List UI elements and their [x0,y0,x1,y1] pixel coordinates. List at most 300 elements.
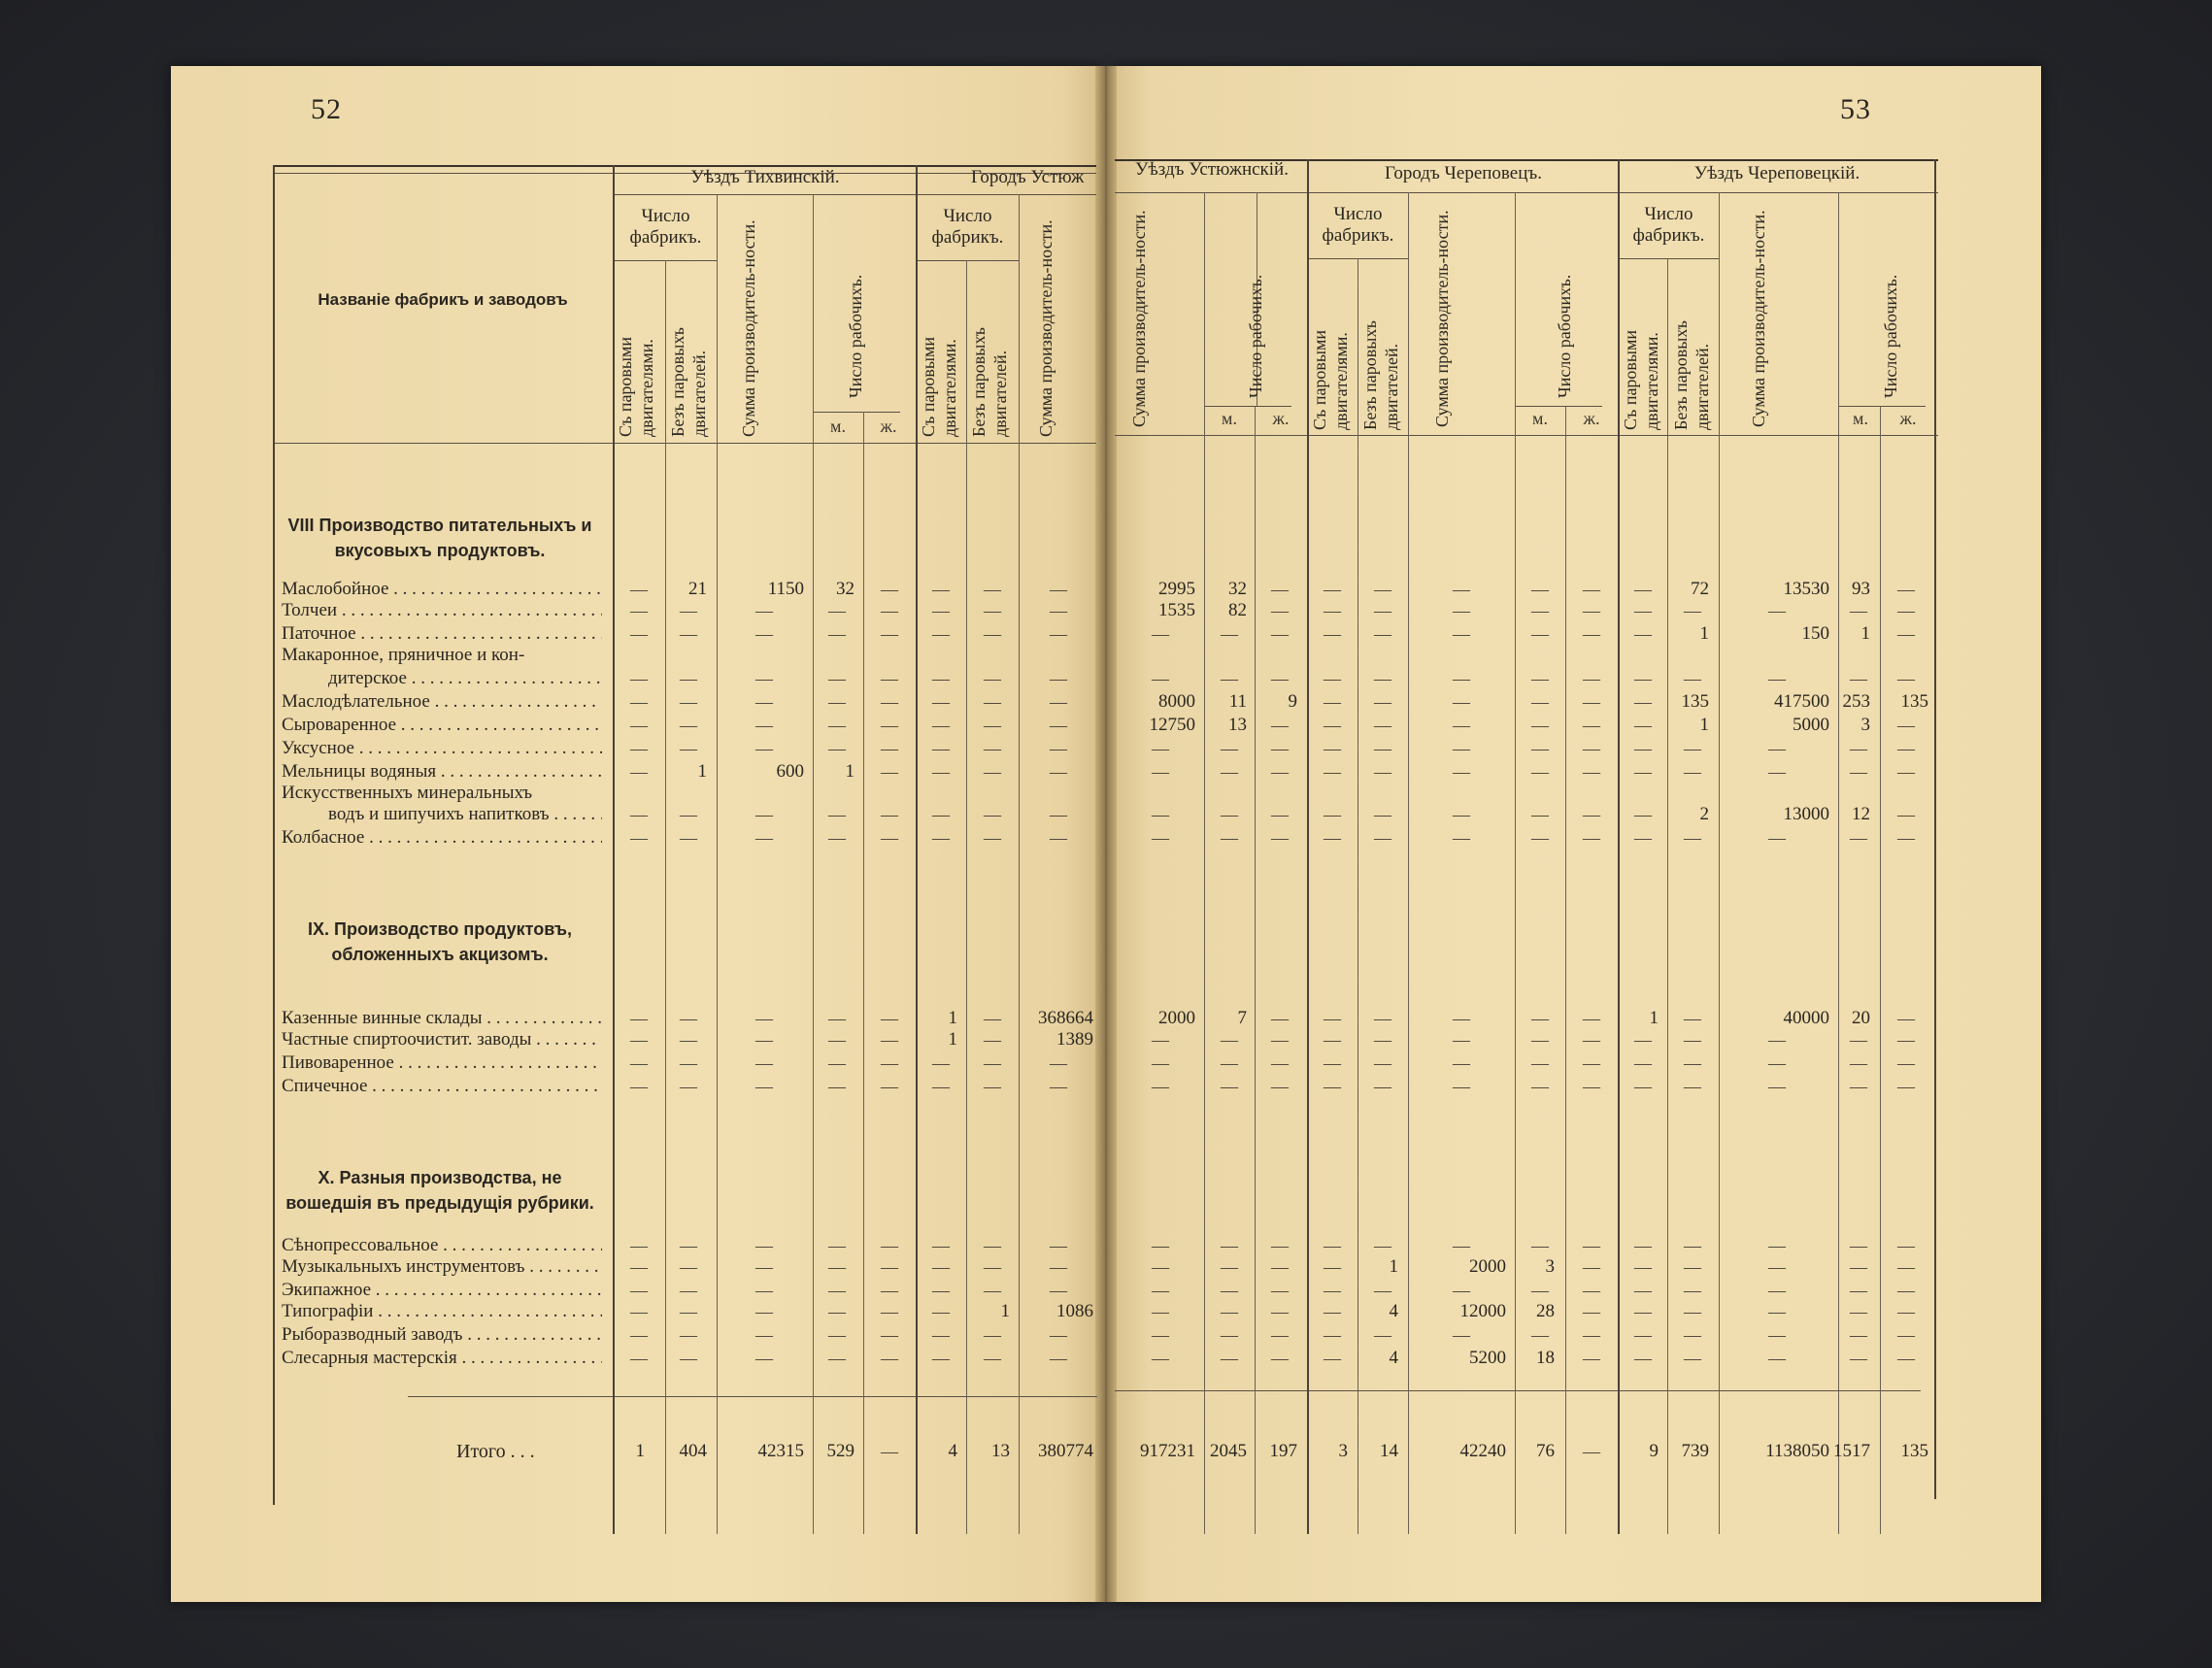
row-label: Маслодѣлательное . . . [282,691,602,713]
table-cell: — [680,1053,697,1073]
table-cell: — [1152,669,1169,688]
hdr-mz-line-3 [1515,406,1602,407]
table-cell: — [1152,1236,1169,1255]
table-cell: — [1152,624,1169,644]
table-cell: — [1850,1030,1867,1050]
table-cell: — [1453,828,1470,848]
table-cell: — [1374,580,1391,599]
row-label: Музыкальныхъ инструментовъ . . . [282,1256,602,1278]
table-cell: — [984,828,1001,848]
table-cell: — [1850,601,1867,620]
header-zh: ж. [1583,409,1600,428]
table-cell: — [1897,1236,1915,1255]
table-cell: — [1271,1349,1289,1368]
table-cell: — [1583,1236,1600,1255]
table-cell: — [828,1257,846,1277]
table-cell: — [630,1302,648,1321]
table-cell: — [1050,762,1067,782]
book-gutter [1095,66,1117,1602]
table-cell: 20 [1852,1008,1870,1028]
page-number-right: 53 [1840,93,1871,125]
table-cell: — [881,1009,898,1028]
table-cell: — [680,692,697,712]
hdr-mz-line-1 [813,412,900,413]
table-cell: — [680,805,697,824]
col-line [1255,406,1256,1534]
table-cell: — [1634,1257,1652,1277]
table-cell: — [1374,828,1391,848]
total-cell: — [881,1442,898,1461]
hdr-mz-line-4 [1838,406,1926,407]
total-label: Итого . . . [456,1441,535,1463]
hdr-sub-line-4 [1618,258,1720,259]
table-cell: — [755,1236,773,1255]
table-cell: — [1271,716,1289,735]
total-cell: 3 [1338,1441,1348,1461]
row-label: Спичечное . . . [282,1076,602,1097]
table-cell: — [984,716,1001,735]
table-cell: — [1531,739,1549,758]
table-cell: — [755,828,773,848]
table-cell: 93 [1852,579,1870,599]
group-header: Уѣздъ Тихвинскій. [690,167,840,187]
table-cell: — [1271,805,1289,824]
total-cell: 14 [1380,1441,1398,1461]
table-cell: — [1768,1349,1786,1368]
table-cell: — [1850,1302,1867,1321]
col-line [1515,192,1516,1534]
table-cell: — [828,805,846,824]
table-cell: 1086 [1056,1301,1093,1321]
table-cell: — [1850,828,1867,848]
table-cell: — [828,624,846,644]
row-label: Пивоваренное . . . [282,1052,602,1074]
row-label: Рыборазводный заводъ . . . [282,1324,602,1346]
vheader-nosteam: Безъ паровыхъ двигателей. [1360,320,1401,430]
table-cell: — [828,1349,846,1368]
table-cell: — [1850,1077,1867,1096]
table-cell: — [881,1053,898,1073]
table-cell: — [984,1349,1001,1368]
vheader-nosteam: Безъ паровыхъ двигателей. [668,327,709,437]
table-cell: — [1634,805,1652,824]
table-cell: — [881,692,898,712]
table-cell: — [1324,624,1341,644]
table-cell: 417500 [1774,691,1829,712]
table-cell: — [630,828,648,848]
vheader-steam: Съ паровыми двигателями. [616,336,656,437]
table-cell: 11 [1228,691,1247,712]
table-cell: — [1221,1302,1238,1321]
col-line [1408,192,1409,1534]
table-cell: — [1583,1325,1600,1345]
table-cell: 1 [948,1008,957,1028]
table-cell: — [1324,692,1341,712]
table-cell: — [755,739,773,758]
table-cell: — [1634,739,1652,758]
table-cell: — [932,601,950,620]
table-cell: — [1050,1257,1067,1277]
table-cell: 1 [845,761,855,782]
table-cell: — [1583,805,1600,824]
total-cell: 13 [991,1441,1010,1461]
table-cell: — [630,1053,648,1073]
table-cell: 32 [836,579,855,599]
table-cell: — [1684,1009,1701,1028]
table-cell: — [630,762,648,782]
table-cell: — [881,739,898,758]
total-cell: 42240 [1459,1441,1506,1461]
table-cell: 1 [1860,623,1870,644]
sub-header-factories: Число фабрикъ. [1632,204,1705,246]
table-cell: 1150 [767,579,804,599]
col-line [1838,192,1839,1534]
vheader-workers: Число рабочихъ. [1246,274,1265,398]
table-cell: 368664 [1038,1008,1093,1028]
table-cell: 13530 [1783,579,1829,599]
table-cell: 21 [688,579,707,599]
table-cell: — [1684,739,1701,758]
table-cell: — [1634,1236,1652,1255]
table-cell: — [1050,692,1067,712]
table-cell: — [1531,1281,1549,1300]
total-cell: 197 [1269,1441,1297,1461]
table-cell: — [755,1349,773,1368]
table-cell: — [1050,716,1067,735]
table-cell: — [881,716,898,735]
table-cell: — [881,624,898,644]
table-cell: — [1583,1281,1600,1300]
table-cell: — [1768,762,1786,782]
table-cell: — [1583,669,1600,688]
table-cell: — [1583,624,1600,644]
table-cell: — [1897,601,1915,620]
table-cell: — [1324,1009,1341,1028]
table-cell: — [1897,762,1915,782]
table-cell: — [680,601,697,620]
table-cell: — [1324,805,1341,824]
table-cell: 13 [1228,715,1247,735]
table-cell: — [828,1053,846,1073]
table-cell: — [1324,1257,1341,1277]
vheader-sum: Сумма производитель-ности. [1749,210,1768,427]
table-cell: — [1453,692,1470,712]
table-cell: — [1152,739,1169,758]
table-cell: — [1271,1257,1289,1277]
table-cell: — [1324,601,1341,620]
table-cell: — [1531,624,1549,644]
table-cell: — [1324,762,1341,782]
table-cell: — [984,692,1001,712]
table-cell: — [984,762,1001,782]
table-cell: — [932,739,950,758]
table-cell: — [1583,1030,1600,1050]
table-cell: — [1374,805,1391,824]
table-cell: — [1374,1077,1391,1096]
table-cell: — [1453,624,1470,644]
table-cell: — [1374,1325,1391,1345]
table-cell: — [630,601,648,620]
table-cell: — [1324,669,1341,688]
header-bottom-line-right [1115,435,1938,436]
table-cell: — [1531,580,1549,599]
table-cell: — [1271,624,1289,644]
total-cell: 1517 [1833,1441,1870,1461]
total-cell: 2045 [1210,1441,1247,1461]
table-cell: — [1453,1030,1470,1050]
table-cell: — [1583,828,1600,848]
table-cell: — [1152,1257,1169,1277]
table-cell: — [1221,1030,1238,1050]
table-cell: — [1271,1053,1289,1073]
table-cell: — [828,828,846,848]
table-cell: — [1271,580,1289,599]
table-cell: — [1374,669,1391,688]
table-cell: — [1152,762,1169,782]
table-cell: — [984,805,1001,824]
table-cell: — [1768,669,1786,688]
table-cell: — [881,1257,898,1277]
table-cell: — [1271,828,1289,848]
total-cell: 739 [1681,1441,1709,1461]
table-cell: — [1850,739,1867,758]
table-cell: — [1050,1053,1067,1073]
table-cell: — [1271,1236,1289,1255]
table-cell: — [1324,1302,1341,1321]
table-cell: — [1152,1053,1169,1073]
total-rule-right [1115,1390,1921,1391]
header-group-line [615,194,1096,195]
table-cell: — [1531,1236,1549,1255]
row-label: Уксусное . . . [282,738,602,759]
table-cell: — [828,1236,846,1255]
table-left-border [273,165,275,1505]
table-cell: 12 [1852,804,1870,824]
table-cell: — [984,1053,1001,1073]
col-line [717,194,718,1534]
table-cell: — [932,805,950,824]
row-label: Макаронное, пряничное и кон- [282,645,525,665]
total-cell: 76 [1536,1441,1555,1461]
table-cell: — [680,1349,697,1368]
col-line [1667,258,1668,1534]
table-cell: — [1768,1053,1786,1073]
table-cell: — [1634,1325,1652,1345]
table-cell: — [1050,805,1067,824]
table-cell: — [1531,601,1549,620]
table-cell: — [1271,1325,1289,1345]
table-cell: — [1453,1325,1470,1345]
table-cell: 40000 [1783,1008,1829,1028]
table-cell: 2000 [1469,1256,1506,1277]
table-cell: — [1050,580,1067,599]
table-cell: — [1850,1325,1867,1345]
table-cell: — [828,1009,846,1028]
table-cell: — [1152,805,1169,824]
total-cell: — [1583,1442,1600,1461]
table-cell: 2000 [1158,1008,1195,1028]
table-cell: 4 [1389,1348,1398,1368]
table-cell: — [1768,1077,1786,1096]
table-cell: 2995 [1158,579,1195,599]
table-cell: — [1897,1302,1915,1321]
table-cell: — [1050,1236,1067,1255]
row-label-continued: водъ и шипучихъ напитковъ . . . [282,804,602,825]
table-cell: — [1634,716,1652,735]
table-cell: — [680,716,697,735]
table-cell: — [1634,1302,1652,1321]
table-cell: — [1684,669,1701,688]
table-cell: — [932,1349,950,1368]
table-cell: — [1453,805,1470,824]
header-bottom-line [273,443,1096,444]
table-cell: — [680,1030,697,1050]
table-cell: — [828,716,846,735]
table-cell: — [881,1281,898,1300]
table-cell: — [1583,762,1600,782]
table-cell: 72 [1691,579,1709,599]
table-cell: — [1374,1281,1391,1300]
col-line [1019,194,1020,1534]
table-cell: — [1271,669,1289,688]
table-cell: — [1684,1302,1701,1321]
table-cell: — [881,580,898,599]
table-cell: — [630,716,648,735]
table-cell: — [1374,1030,1391,1050]
vheader-nosteam: Безъ паровыхъ двигателей. [969,327,1010,437]
table-cell: — [1897,1077,1915,1096]
table-cell: — [828,1302,846,1321]
table-cell: — [755,1257,773,1277]
table-cell: — [1453,669,1470,688]
table-cell: — [828,692,846,712]
table-cell: — [1453,762,1470,782]
table-cell: — [755,716,773,735]
table-cell: — [680,669,697,688]
header-m: м. [1222,409,1237,428]
table-cell: — [1768,739,1786,758]
table-cell: — [1768,1236,1786,1255]
table-cell: — [1221,739,1238,758]
table-cell: — [1850,1281,1867,1300]
table-cell: — [1768,1257,1786,1277]
table-cell: — [1324,580,1341,599]
table-cell: — [1897,828,1915,848]
table-cell: — [1453,601,1470,620]
total-cell: 4 [948,1441,957,1461]
table-cell: — [1634,1281,1652,1300]
total-rule-left [408,1396,1097,1397]
hdr-sub-line-2 [917,260,1019,261]
vheader-workers: Число рабочихъ. [1555,274,1574,398]
table-cell: — [1050,828,1067,848]
col-line [1565,406,1566,1534]
table-cell: — [1684,1281,1701,1300]
table-cell: — [1684,601,1701,620]
table-cell: — [984,1030,1001,1050]
table-cell: — [630,1325,648,1345]
group-header: Городъ Череповецъ. [1385,163,1542,183]
table-cell: — [1324,1236,1341,1255]
table-cell: — [755,1053,773,1073]
table-cell: — [680,624,697,644]
vheader-sum: Сумма производитель-ности. [1129,210,1149,427]
table-cell: — [1221,1053,1238,1073]
table-cell: — [1453,1053,1470,1073]
vheader-nosteam: Безъ паровыхъ двигателей. [1671,320,1712,430]
table-cell: — [828,739,846,758]
table-cell: — [1768,1302,1786,1321]
table-cell: — [1634,1077,1652,1096]
table-cell: — [755,692,773,712]
table-cell: — [1634,762,1652,782]
table-cell: — [1152,1030,1169,1050]
table-cell: 8000 [1158,691,1195,712]
vheader-sum: Сумма производитель-ности. [1432,210,1452,427]
table-cell: — [1221,669,1238,688]
table-cell: — [881,828,898,848]
table-cell: — [1324,1325,1341,1345]
table-cell: — [881,1030,898,1050]
hdr-mz-line-2 [1204,406,1291,407]
table-cell: — [1897,805,1915,824]
header-zh: ж. [1272,409,1290,428]
table-cell: — [1324,828,1341,848]
table-cell: — [1531,1053,1549,1073]
table-cell: — [1374,692,1391,712]
table-cell: — [630,805,648,824]
table-cell: 13000 [1783,804,1829,824]
table-cell: — [755,1302,773,1321]
table-cell: — [1684,1077,1701,1096]
section-title-x: X. Разныя производства, не вошедшія въ предыдущія рубрики. [285,1168,594,1213]
table-cell: — [1634,828,1652,848]
table-cell: — [1050,1077,1067,1096]
table-cell: — [630,669,648,688]
vheader-steam: Съ паровыми двигателями. [1621,329,1661,430]
table-cell: — [680,1325,697,1345]
total-cell: 529 [826,1441,855,1461]
table-cell: 5200 [1469,1348,1506,1368]
table-cell: — [630,1257,648,1277]
table-cell: — [1221,1077,1238,1096]
table-cell: — [1050,669,1067,688]
table-cell: — [932,762,950,782]
table-cell: 1 [1389,1256,1398,1277]
table-cell: — [881,762,898,782]
table-cell: — [1850,1257,1867,1277]
table-cell: — [755,601,773,620]
table-cell: — [680,1281,697,1300]
table-cell: — [1324,1349,1341,1368]
table-cell: — [1531,805,1549,824]
table-cell: — [1221,1349,1238,1368]
table-cell: — [881,1325,898,1345]
row-label: Казенные винные склады . . . [282,1008,602,1029]
col-line [813,194,814,1534]
table-cell: — [984,1257,1001,1277]
table-cell: — [680,828,697,848]
table-cell: 12000 [1459,1301,1506,1321]
section-title-viii: VIII Производство питательныхъ и вкусовыхъ продуктовъ. [287,516,592,560]
table-cell: 1389 [1056,1029,1093,1050]
table-cell: — [1768,601,1786,620]
table-cell: — [1221,828,1238,848]
table-cell: 9 [1288,691,1297,712]
table-cell: — [1897,1349,1915,1368]
table-cell: 1 [1699,623,1709,644]
table-cell: — [932,1302,950,1321]
